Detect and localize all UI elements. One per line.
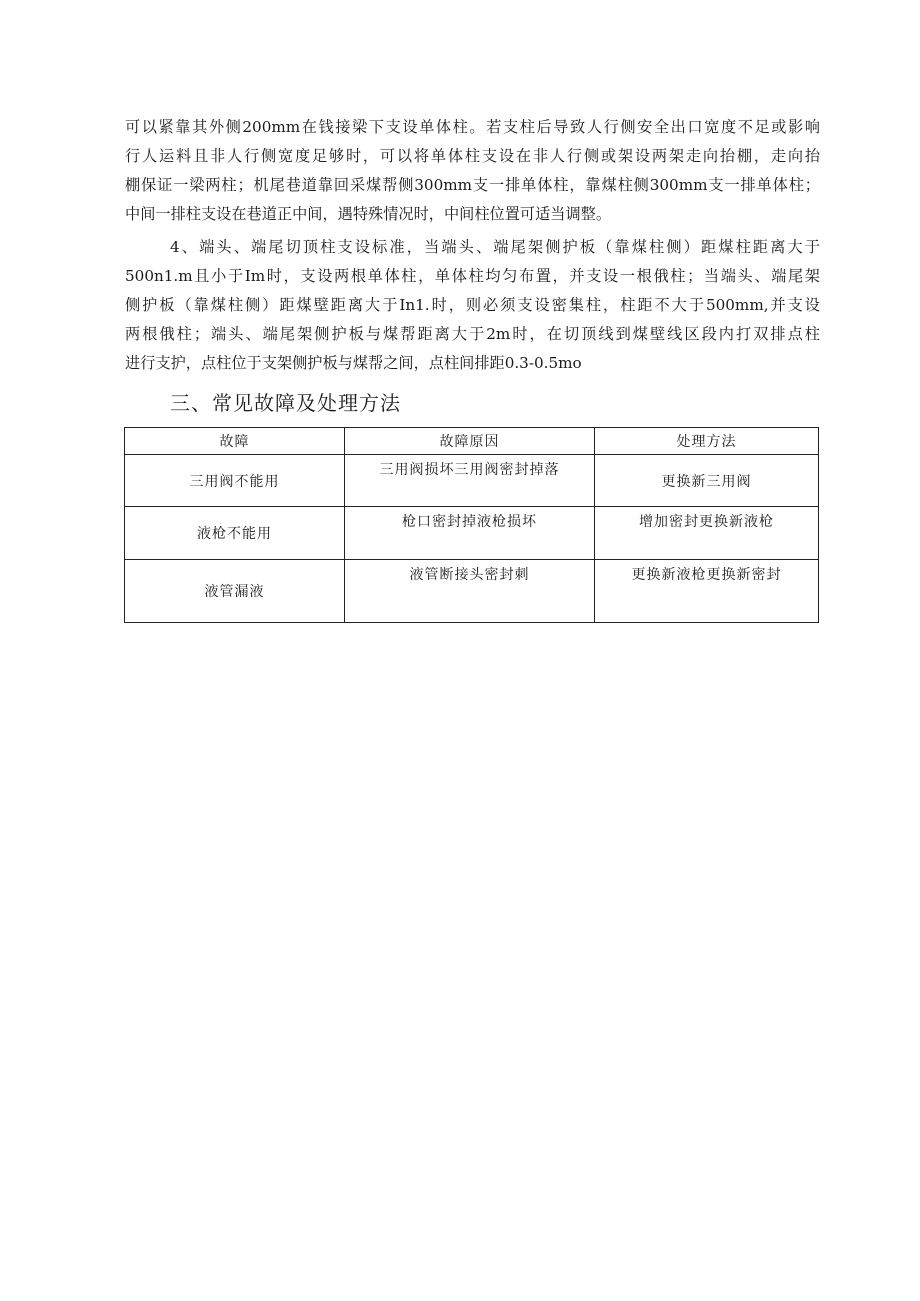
cell-solution: 更换新液枪更换新密封 bbox=[595, 560, 819, 623]
header-solution: 处理方法 bbox=[595, 428, 819, 455]
cell-fault: 液管漏液 bbox=[125, 560, 345, 623]
cell-fault: 液枪不能用 bbox=[125, 507, 345, 560]
table-header-row bbox=[125, 428, 819, 455]
table-row bbox=[125, 560, 819, 623]
section-heading: 三、常见故障及处理方法 bbox=[170, 391, 401, 415]
cell-cause: 枪口密封掉液枪损坏 bbox=[345, 507, 595, 560]
text-line: 两根俄柱；端头、端尾架侧护板与煤帮距离大于2m时，在切顶线到煤壁线区段内打双排点柱 bbox=[125, 325, 820, 343]
cell-fault: 三用阀不能用 bbox=[125, 455, 345, 507]
cell-cause: 液管断接头密封刺 bbox=[345, 560, 595, 623]
text-line: 进行支护，点柱位于支架侧护板与煤帮之间，点柱间排距0.3-0.5mo bbox=[125, 354, 582, 372]
table-row bbox=[125, 455, 819, 507]
cell-cause: 三用阀损坏三用阀密封掉落 bbox=[345, 455, 595, 507]
text-line: 中间一排柱支设在巷道正中间，遇特殊情况时，中间柱位置可适当调整。 bbox=[125, 205, 611, 223]
text-line: 500n1.m且小于Im时，支设两根单体柱，单体柱均匀布置，并支设一根俄柱；当端头、端尾架 bbox=[125, 267, 820, 285]
fault-table bbox=[124, 427, 819, 623]
text-line: 侧护板（靠煤柱侧）距煤壁距离大于In1.时，则必须支设密集柱，柱距不大于500mm,并支设 bbox=[125, 296, 820, 314]
text-line: 4、端头、端尾切顶柱支设标准，当端头、端尾架侧护板（靠煤柱侧）距煤柱距离大于 bbox=[170, 238, 820, 256]
text-line: 棚保证一梁两柱；机尾巷道靠回采煤帮侧300mm支一排单体柱，靠煤柱侧300mm支一排单体柱； bbox=[125, 176, 820, 194]
header-cause: 故障原因 bbox=[345, 428, 595, 455]
table-row bbox=[125, 507, 819, 560]
header-fault: 故障 bbox=[125, 428, 345, 455]
text-line: 行人运料且非人行侧宽度足够时，可以将单体柱支设在非人行侧或架设两架走向抬棚，走向抬 bbox=[125, 147, 820, 165]
cell-solution: 增加密封更换新液枪 bbox=[595, 507, 819, 560]
cell-solution: 更换新三用阀 bbox=[595, 455, 819, 507]
text-line: 可以紧靠其外侧200mm在钱接梁下支设单体柱。若支柱后导致人行侧安全出口宽度不足或影响 bbox=[125, 118, 820, 136]
